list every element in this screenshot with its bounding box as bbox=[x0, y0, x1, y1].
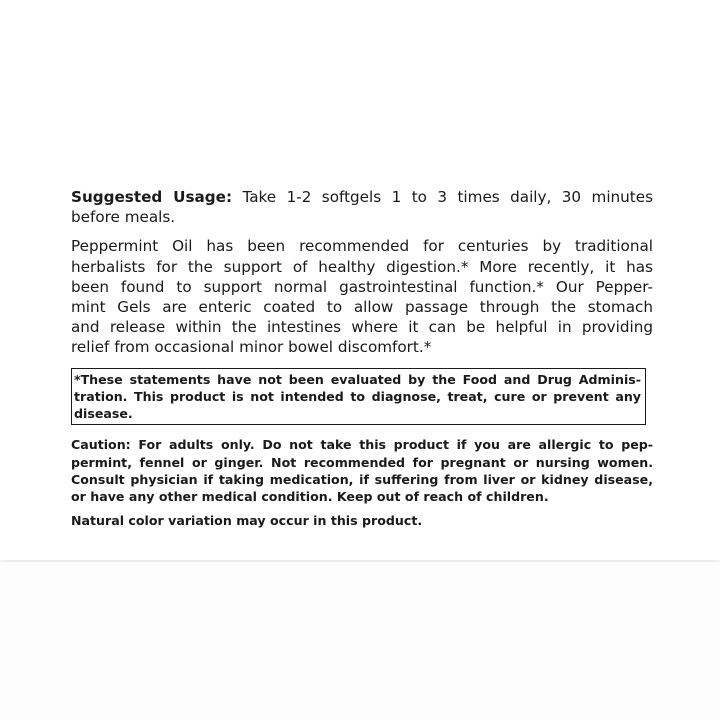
color-variation-note bbox=[71, 512, 653, 529]
caution-line: Consult physician if taking medication, if suffering from liver or kidney disease, bbox=[71, 471, 653, 487]
caution-line: or have any other medical condition. Keep out of reach of children. bbox=[71, 489, 549, 505]
description-line: been found to support normal gastrointestinal function.* Our Pepper- bbox=[71, 277, 653, 296]
disclaimer-line: tration. This product is not intended to diagnose, treat, cure or prevent any bbox=[74, 388, 641, 404]
description-line: herbalists for the support of healthy digestion.* More recently, it has bbox=[71, 257, 653, 276]
usage-line-1 bbox=[71, 187, 653, 207]
product-description bbox=[71, 236, 653, 357]
background-below-label bbox=[0, 562, 720, 720]
usage-line-2: before meals. bbox=[71, 208, 176, 227]
description-line: relief from occasional minor bowel discomfort.* bbox=[71, 338, 432, 357]
caution-warning bbox=[71, 436, 653, 505]
label-text-block bbox=[71, 187, 653, 529]
disclaimer-line: *These statements have not been evaluated by the Food and Drug Adminis- bbox=[74, 371, 641, 387]
caution-line: Caution: For adults only. Do not take this product if you are allergic to pep- bbox=[71, 437, 653, 453]
suggested-usage bbox=[71, 187, 653, 227]
usage-heading: Suggested Usage: bbox=[71, 188, 233, 206]
caution-line: permint, fennel or ginger. Not recommended for pregnant or nursing women. bbox=[71, 454, 653, 470]
fda-disclaimer-box bbox=[71, 368, 646, 426]
description-line: and release within the intestines where it can be helpful in providing bbox=[71, 318, 653, 337]
description-line: Peppermint Oil has been recommended for centuries by traditional bbox=[71, 237, 653, 256]
disclaimer-line: disease. bbox=[74, 406, 133, 422]
note-line: Natural color variation may occur in this product. bbox=[71, 512, 423, 528]
description-line: mint Gels are enteric coated to allow passage through the stomach bbox=[71, 297, 653, 316]
usage-instruction: Take 1-2 softgels 1 to 3 times daily, 30 minutes bbox=[232, 188, 654, 206]
